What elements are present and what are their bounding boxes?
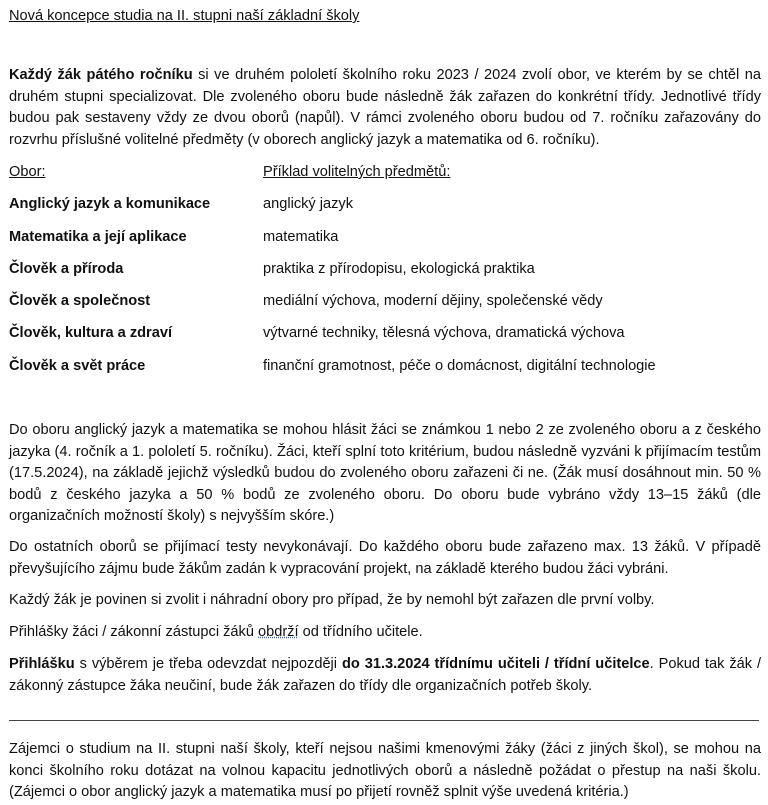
horizontal-divider <box>9 720 759 721</box>
deadline-paragraph <box>9 654 761 697</box>
applications-text-start: Přihlášky žáci / zákonní zástupci žáků <box>9 624 259 640</box>
table-cell-predmety: matematika <box>263 228 339 245</box>
deadline-bold-date: do 31.3.2024 třídnímu učiteli / třídní učitelce <box>341 656 650 672</box>
intro-paragraph <box>9 65 761 151</box>
fields-table <box>9 162 761 388</box>
admission-criteria-paragraph: Do oboru anglický jazyk a matematika se mohou hlásit žáci se známkou 1 nebo 2 ze zvoleného oboru a z českého jazyka (4. ročník a 1. pololetí 5. ročníku). Žáci, kteří splní toto kritérium, budou následně vyzváni k přijímacím testům (17.5.2024), na základě jejichž výsledků budou do zvoleného oboru zařazeni či ne. (Žák musí dosáhnout min. 50 % bodů z českého jazyka a 50 % bodů ze zvoleného oboru. Do oboru bude vybráno vždy 13–15 žáků (dle organizačních možností školy) s nejvyšším skóre.) <box>9 422 761 524</box>
table-cell-predmety: praktika z přírodopisu, ekologická praktika <box>263 260 535 277</box>
table-cell-predmety: anglický jazyk <box>263 196 354 213</box>
applications-text-end: od třídního učitele. <box>298 624 423 640</box>
table-cell-obor: Člověk, kultura a zdraví <box>9 325 173 342</box>
deadline-text-1: s výběrem je třeba odevzdat nejpozději <box>74 656 342 672</box>
applications-paragraph <box>9 622 761 644</box>
table-header-obor: Obor: <box>9 164 46 180</box>
intro-lead-bold: Každý žák pátého ročníku <box>9 67 193 83</box>
table-cell-obor: Matematika a její aplikace <box>9 228 187 245</box>
external-applicants-paragraph: Zájemci o studium na II. stupni naší školy, kteří nejsou našimi kmenovými žáky (žáci z jiných škol), se mohou na konci školního roku dotázat na volnou kapacitu jednotlivých oborů a následně požádat o přestup na naši školu. (Zájemci o obor anglický jazyk a matematika musí po přijetí rovněž splnit výše uvedená kritéria.) <box>9 741 761 800</box>
deadline-text-2: . Pokud tak žák / zákonný zástupce žáka neučiní, bude žák zařazen do třídy dle organizačních potřeb školy. <box>9 656 761 694</box>
table-row <box>9 227 761 259</box>
table-cell-predmety: mediální výchova, moderní dějiny, společenské vědy <box>263 293 603 310</box>
table-cell-predmety: výtvarné techniky, tělesná výchova, dramatická výchova <box>263 325 625 342</box>
table-cell-obor: Anglický jazyk a komunikace <box>9 196 211 213</box>
table-cell-obor: Člověk a svět práce <box>9 357 146 374</box>
table-row <box>9 323 761 355</box>
spellcheck-marked-word: obdrží <box>258 624 299 640</box>
deadline-bold-application: Přihlášku <box>9 656 75 672</box>
table-cell-predmety: finanční gramotnost, péče o domácnost, digitální technologie <box>263 357 656 374</box>
other-fields-paragraph: Do ostatních oborů se přijímací testy nevykonávají. Do každého oboru bude zařazeno max. 13 žáků. V případě převyšujícího zájmu bude žákům zadán k vypracování projekt, na základě kterého budou žáci vybráni. <box>9 539 761 577</box>
table-cell-obor: Člověk a příroda <box>9 260 124 277</box>
table-cell-obor: Člověk a společnost <box>9 293 151 310</box>
backup-choice-paragraph: Každý žák je povinen si zvolit i náhradní obory pro případ, že by nemohl být zařazen dle první volby. <box>9 592 655 608</box>
document-title: Nová koncepce studia na II. stupni naší základní školy <box>9 8 360 24</box>
table-header-predmety: Příklad volitelných předmětů: <box>263 164 451 180</box>
table-row <box>9 291 761 323</box>
intro-text: si ve druhém pololetí školního roku 2023 / 2024 zvolí obor, ve kterém by se chtěl na druhém stupni specializovat. Dle zvoleného oboru bude následně žák zařazen do konkrétní třídy. Jednotlivé třídy budou pak sestaveny vždy ze dvou oborů (napůl). V rámci zvoleného oboru budou od 7. ročníku zařazovány do rozvrhu příslušné volitelné předměty (v oborech anglický jazyk a matematika od 6. ročníku). <box>9 67 761 148</box>
table-row <box>9 259 761 291</box>
table-row <box>9 356 761 388</box>
table-row <box>9 194 761 226</box>
table-header-row <box>9 162 761 194</box>
